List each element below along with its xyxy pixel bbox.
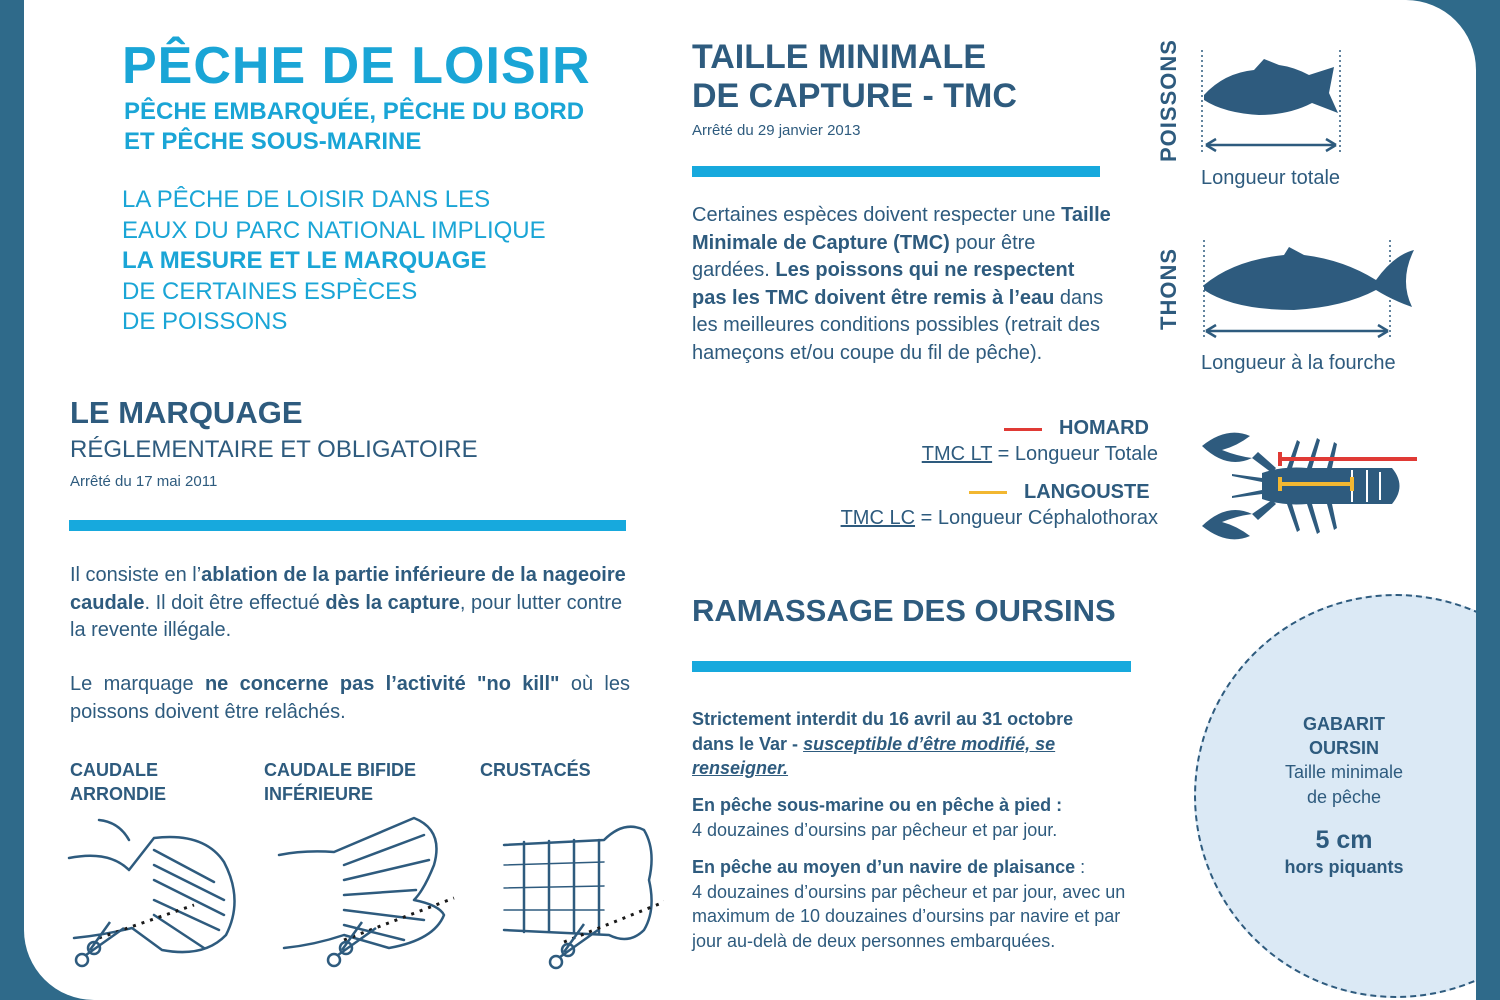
info-card bbox=[24, 0, 1476, 1000]
category-caudale-bifide bbox=[264, 758, 416, 806]
gabarit-line-3: Taille minimale bbox=[1284, 762, 1404, 782]
tmc-text-c: pour être gardées. bbox=[692, 231, 1036, 281]
lobster-icon bbox=[1192, 418, 1417, 558]
homard-label: HOMARD bbox=[1059, 417, 1149, 439]
oursins-p3-colon: : bbox=[1075, 857, 1086, 877]
poissons-vertical-label: POISSONS bbox=[1156, 39, 1181, 162]
marquage-subtitle: RÉGLEMENTAIRE ET OBLIGATOIRE bbox=[70, 436, 478, 463]
langouste-label: LANGOUSTE bbox=[1024, 481, 1150, 503]
p1-text-a: Il consiste en l’ bbox=[70, 564, 202, 586]
oursins-p1-a: Strictement interdit du 16 avril au 31 octobre dans le Var - bbox=[692, 709, 1074, 754]
thons-vertical-label: THONS bbox=[1156, 248, 1181, 330]
poissons-caption: Longueur totale bbox=[1201, 167, 1341, 189]
langouste-definition bbox=[724, 507, 1158, 530]
gabarit-size: 5 cm bbox=[1315, 826, 1373, 854]
oursins-p1-b: susceptible d’être modifié, se renseigner. bbox=[692, 733, 1056, 778]
p1-text-c: . Il doit être effectué bbox=[144, 591, 326, 614]
page-title: PÊCHE DE LOISIR bbox=[122, 37, 591, 95]
tmc-title-line-1: TAILLE MINIMALE bbox=[692, 38, 986, 76]
oursins-paragraph-1 bbox=[692, 707, 1102, 781]
rounded-tail-icon bbox=[69, 837, 235, 952]
oursins-title: RAMASSAGE DES OURSINS bbox=[692, 593, 1116, 628]
tmc-title-line-2: DE CAPTURE - TMC bbox=[692, 77, 1017, 115]
tmc-paragraph bbox=[692, 202, 1112, 367]
oursins-divider bbox=[692, 661, 1131, 672]
tmc-divider bbox=[692, 166, 1100, 177]
oursins-p3-head: En pêche au moyen d’un navire de plaisance bbox=[692, 857, 1076, 877]
oursins-paragraph-3 bbox=[692, 855, 1132, 953]
marquage-paragraph-1 bbox=[70, 562, 630, 645]
homard-abbr: TMC LT bbox=[921, 443, 993, 465]
cat1-line-2: ARRONDIE bbox=[70, 784, 167, 804]
intro-line-2: EAUX DU PARC NATIONAL IMPLIQUE bbox=[122, 216, 546, 244]
tmc-text-b: Taille Minimale de Capture (TMC) bbox=[692, 204, 1111, 254]
oursins-paragraph-2 bbox=[692, 793, 1132, 842]
oursins-p3-body: 4 douzaines d’oursins par pêcheur et par jour, avec un maximum de 10 douzaines d’oursins par navire et par jour au-delà de deux personnes embarquées. bbox=[692, 881, 1126, 951]
p2-text-a: Le marquage bbox=[70, 673, 205, 695]
homard-definition bbox=[724, 443, 1158, 466]
homard-def-text: = Longueur Totale bbox=[992, 443, 1158, 465]
gabarit-size-note: hors piquants bbox=[1284, 857, 1404, 877]
category-crustaces: CRUSTACÉS bbox=[480, 760, 591, 780]
intro-line-4: DE CERTAINES ESPÈCES bbox=[122, 277, 418, 305]
tmc-title bbox=[692, 38, 1017, 116]
tmc-text-d: Les poissons qui ne respectent pas les TMC doivent être remis à l’eau bbox=[692, 259, 1075, 309]
gabarit-line-1: GABARIT bbox=[1303, 714, 1385, 734]
oursins-p2-head: En pêche sous-marine ou en pêche à pied : bbox=[692, 795, 1063, 815]
subtitle-line-2: ET PÊCHE SOUS-MARINE bbox=[124, 128, 422, 155]
cat2-line-2: INFÉRIEURE bbox=[264, 784, 374, 804]
gabarit-line-2: OURSIN bbox=[1308, 738, 1379, 758]
cat2-line-1: CAUDALE BIFIDE bbox=[264, 760, 416, 780]
subtitle-line-1: PÊCHE EMBARQUÉE, PÊCHE DU BORD bbox=[124, 98, 585, 125]
page-subtitle bbox=[124, 97, 644, 157]
thons-caption: Longueur à la fourche bbox=[1201, 352, 1396, 374]
homard-legend-line bbox=[1004, 428, 1042, 431]
p2-text-b: ne concerne pas l’activité "no kill" bbox=[204, 673, 560, 695]
marquage-divider bbox=[69, 520, 626, 531]
cat1-line-1: CAUDALE bbox=[70, 760, 158, 780]
gabarit-text bbox=[1264, 712, 1424, 879]
marquage-decree: Arrêté du 17 mai 2011 bbox=[70, 473, 218, 490]
langouste-legend-line bbox=[969, 491, 1007, 494]
crustacean-tail-icon bbox=[504, 827, 652, 939]
tmc-decree: Arrêté du 29 janvier 2013 bbox=[692, 122, 861, 139]
p2-text-c: où les poissons doivent être relâchés. bbox=[70, 673, 630, 723]
marquage-paragraph-2 bbox=[70, 671, 630, 726]
category-caudale-arrondie bbox=[70, 758, 166, 806]
intro-line-3: LA MESURE ET LE MARQUAGE bbox=[122, 247, 487, 274]
intro-line-1: LA PÊCHE DE LOISIR DANS LES bbox=[122, 186, 491, 213]
langouste-abbr: TMC LC bbox=[840, 507, 916, 529]
langouste-def-text: = Longueur Céphalothorax bbox=[915, 507, 1158, 529]
fish-total-length-icon bbox=[1194, 45, 1354, 160]
marquage-title: LE MARQUAGE bbox=[70, 395, 303, 430]
p1-text-d: dès la capture bbox=[325, 591, 460, 614]
oursins-p2-body: 4 douzaines d’oursins par pêcheur et par jour. bbox=[692, 819, 1058, 840]
p1-text-b: ablation de la partie inférieure de la nageoire caudale bbox=[70, 564, 626, 614]
intro-line-5: DE POISSONS bbox=[122, 308, 288, 335]
gabarit-line-4: de pêche bbox=[1306, 787, 1382, 807]
tmc-text-a: Certaines espèces doivent respecter une bbox=[692, 204, 1062, 226]
tail-illustrations bbox=[44, 810, 664, 980]
tmc-text-e: dans les meilleures conditions possibles (retrait des hameçons et/ou coupe du fil de pêche). bbox=[692, 286, 1104, 364]
p1-text-e: , pour lutter contre la revente illégale. bbox=[70, 591, 623, 641]
intro-text bbox=[122, 185, 642, 338]
tuna-fork-length-icon bbox=[1194, 235, 1424, 345]
